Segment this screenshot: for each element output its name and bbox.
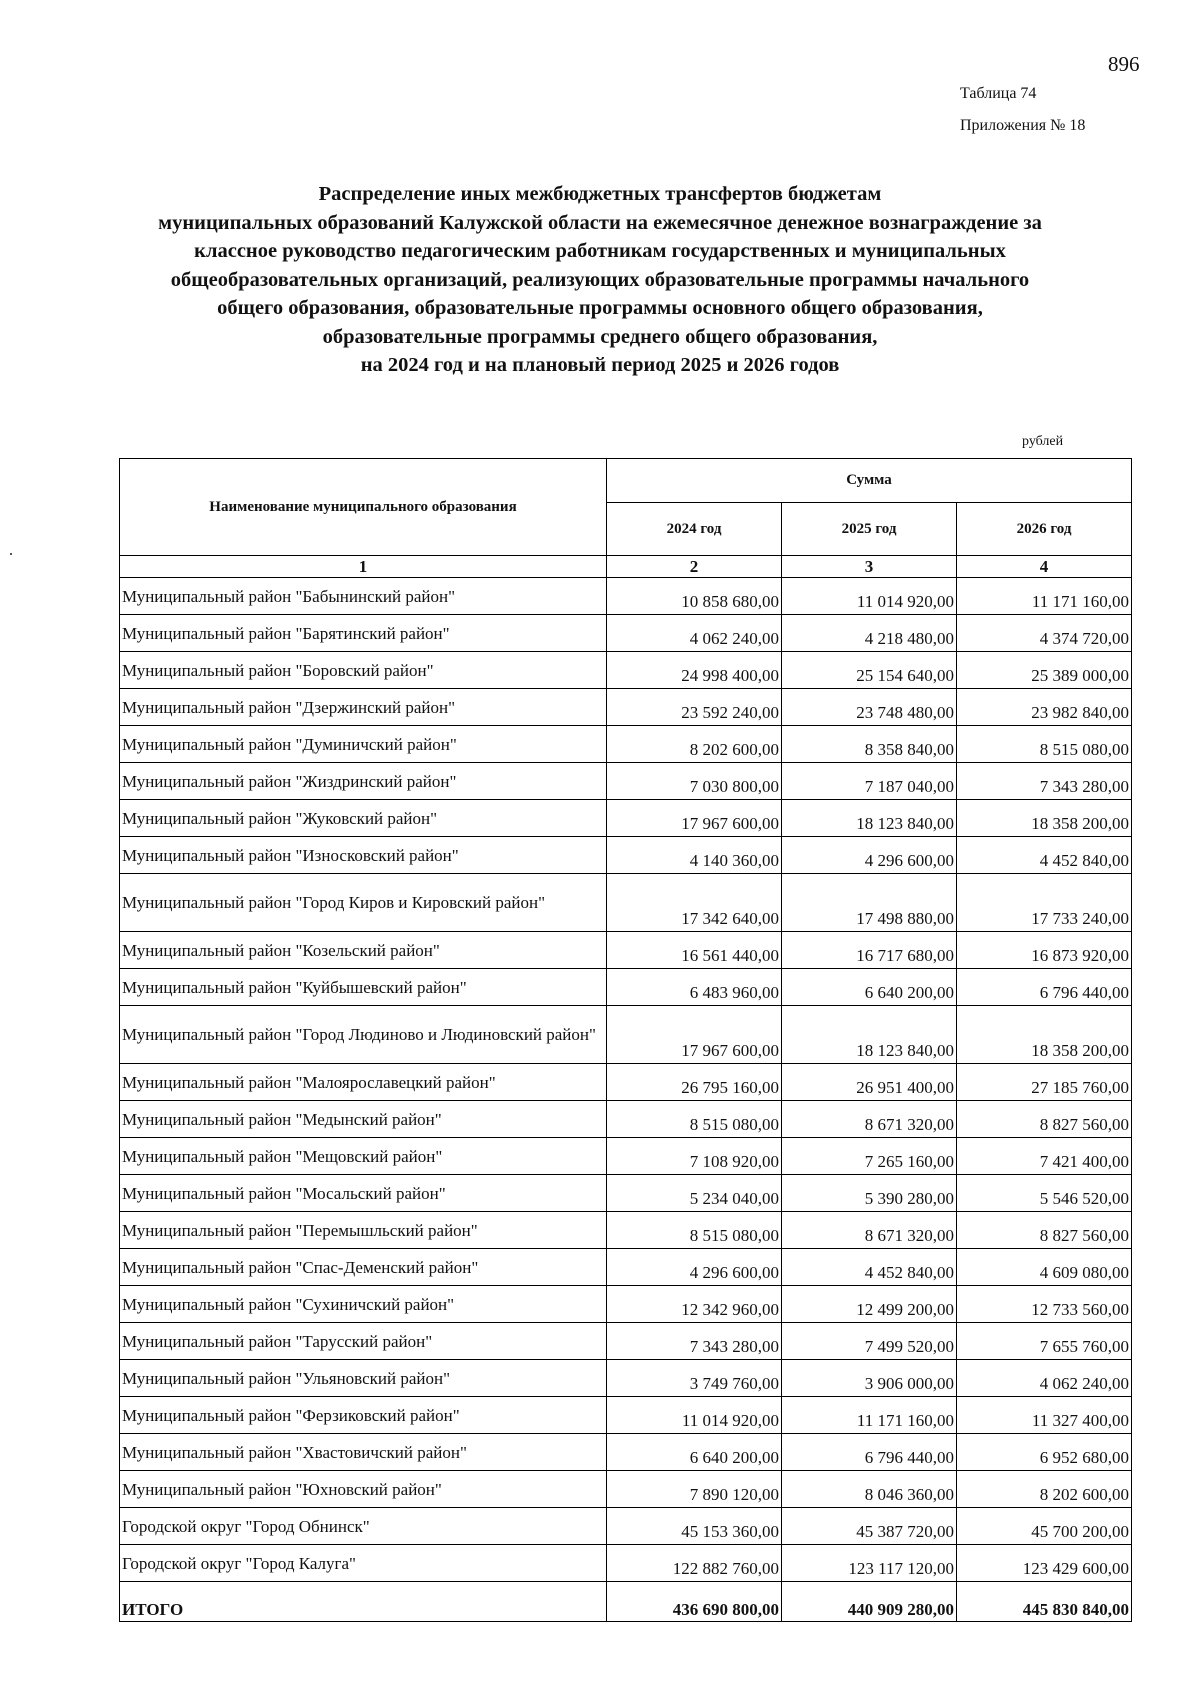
municipality-name: Муниципальный район "Хвастовичский район"	[120, 1434, 607, 1471]
amount-2026: 7 655 760,00	[957, 1323, 1132, 1360]
municipality-name: Муниципальный район "Юхновский район"	[120, 1471, 607, 1508]
column-index: 4	[957, 556, 1132, 578]
amount-2025: 7 265 160,00	[782, 1138, 957, 1175]
amount-2026: 11 327 400,00	[957, 1397, 1132, 1434]
amount-2026: 6 796 440,00	[957, 969, 1132, 1006]
amount-2025: 8 046 360,00	[782, 1471, 957, 1508]
header-year-2025: 2025 год	[782, 503, 957, 556]
header-row	[120, 459, 1132, 503]
amount-2026: 8 202 600,00	[957, 1471, 1132, 1508]
amount-2026: 25 389 000,00	[957, 652, 1132, 689]
table-row	[120, 1434, 1132, 1471]
column-index-row	[120, 556, 1132, 578]
municipality-name: Муниципальный район "Думиничский район"	[120, 726, 607, 763]
amount-2025: 17 498 880,00	[782, 874, 957, 932]
amount-2024: 7 108 920,00	[607, 1138, 782, 1175]
table-row	[120, 969, 1132, 1006]
municipality-name: Муниципальный район "Жуковский район"	[120, 800, 607, 837]
table-row	[120, 1360, 1132, 1397]
table-row	[120, 1006, 1132, 1064]
amount-2024: 5 234 040,00	[607, 1175, 782, 1212]
municipality-name: Муниципальный район "Спас-Деменский район"	[120, 1249, 607, 1286]
amount-2025: 123 117 120,00	[782, 1545, 957, 1582]
table-row	[120, 578, 1132, 615]
amount-2024: 17 342 640,00	[607, 874, 782, 932]
amount-2024: 10 858 680,00	[607, 578, 782, 615]
amount-2024: 7 890 120,00	[607, 1471, 782, 1508]
amount-2025: 6 640 200,00	[782, 969, 957, 1006]
municipality-name: Муниципальный район "Козельский район"	[120, 932, 607, 969]
table-label: Таблица 74	[960, 85, 1037, 102]
header-name: Наименование муниципального образования	[120, 459, 607, 556]
amount-2024: 7 343 280,00	[607, 1323, 782, 1360]
amount-2024: 8 515 080,00	[607, 1212, 782, 1249]
municipality-name: Муниципальный район "Куйбышевский район"	[120, 969, 607, 1006]
municipality-name: Городской округ "Город Обнинск"	[120, 1508, 607, 1545]
municipality-name: Муниципальный район "Мещовский район"	[120, 1138, 607, 1175]
header-sum: Сумма	[607, 459, 1132, 503]
amount-2026: 4 609 080,00	[957, 1249, 1132, 1286]
municipality-name: Муниципальный район "Город Людиново и Людиновский район"	[120, 1006, 607, 1064]
transfers-table	[119, 458, 1132, 1622]
amount-2025: 8 671 320,00	[782, 1212, 957, 1249]
amount-2024: 23 592 240,00	[607, 689, 782, 726]
amount-2024: 17 967 600,00	[607, 800, 782, 837]
amount-2025: 12 499 200,00	[782, 1286, 957, 1323]
municipality-name: Городской округ "Город Калуга"	[120, 1545, 607, 1582]
amount-2026: 4 374 720,00	[957, 615, 1132, 652]
amount-2024: 26 795 160,00	[607, 1064, 782, 1101]
column-index: 2	[607, 556, 782, 578]
municipality-name: Муниципальный район "Тарусский район"	[120, 1323, 607, 1360]
amount-2026: 123 429 600,00	[957, 1545, 1132, 1582]
amount-2026: 17 733 240,00	[957, 874, 1132, 932]
amount-2025: 7 499 520,00	[782, 1323, 957, 1360]
amount-2026: 5 546 520,00	[957, 1175, 1132, 1212]
municipality-name: Муниципальный район "Сухиничский район"	[120, 1286, 607, 1323]
amount-2025: 5 390 280,00	[782, 1175, 957, 1212]
table-row	[120, 1397, 1132, 1434]
title-line: Распределение иных межбюджетных трансфертов бюджетам	[318, 183, 882, 205]
column-index: 3	[782, 556, 957, 578]
table-row	[120, 615, 1132, 652]
total-row	[120, 1582, 1132, 1622]
amount-2024: 16 561 440,00	[607, 932, 782, 969]
amount-2026: 27 185 760,00	[957, 1064, 1132, 1101]
amount-2026: 4 062 240,00	[957, 1360, 1132, 1397]
amount-2025: 23 748 480,00	[782, 689, 957, 726]
table-row	[120, 874, 1132, 932]
table-row	[120, 1508, 1132, 1545]
municipality-name: Муниципальный район "Износковский район"	[120, 837, 607, 874]
title-line: на 2024 год и на плановый период 2025 и 2026 годов	[360, 354, 840, 376]
amount-2026: 18 358 200,00	[957, 800, 1132, 837]
amount-2024: 4 140 360,00	[607, 837, 782, 874]
municipality-name: Муниципальный район "Малоярославецкий район"	[120, 1064, 607, 1101]
amount-2025: 6 796 440,00	[782, 1434, 957, 1471]
amount-2025: 3 906 000,00	[782, 1360, 957, 1397]
amount-2025: 8 671 320,00	[782, 1101, 957, 1138]
table-row	[120, 1323, 1132, 1360]
amount-2025: 45 387 720,00	[782, 1508, 957, 1545]
municipality-name: Муниципальный район "Дзержинский район"	[120, 689, 607, 726]
units-label: рублей	[1022, 434, 1064, 449]
municipality-name: Муниципальный район "Ульяновский район"	[120, 1360, 607, 1397]
total-label: ИТОГО	[120, 1582, 607, 1622]
table-row	[120, 652, 1132, 689]
amount-2025: 4 218 480,00	[782, 615, 957, 652]
total-2025: 440 909 280,00	[782, 1582, 957, 1622]
title-line: классное руководство педагогическим работникам государственных и муниципальных	[194, 240, 1006, 262]
table-row	[120, 800, 1132, 837]
scan-artifact	[10, 553, 12, 555]
amount-2024: 8 202 600,00	[607, 726, 782, 763]
amount-2026: 7 343 280,00	[957, 763, 1132, 800]
amount-2026: 11 171 160,00	[957, 578, 1132, 615]
amount-2024: 4 296 600,00	[607, 1249, 782, 1286]
amount-2026: 8 827 560,00	[957, 1101, 1132, 1138]
amount-2026: 4 452 840,00	[957, 837, 1132, 874]
amount-2024: 4 062 240,00	[607, 615, 782, 652]
amount-2024: 7 030 800,00	[607, 763, 782, 800]
table-row	[120, 1212, 1132, 1249]
municipality-name: Муниципальный район "Медынский район"	[120, 1101, 607, 1138]
amount-2025: 16 717 680,00	[782, 932, 957, 969]
municipality-name: Муниципальный район "Город Киров и Кировский район"	[120, 874, 607, 932]
table-row	[120, 1064, 1132, 1101]
amount-2025: 11 014 920,00	[782, 578, 957, 615]
amount-2024: 45 153 360,00	[607, 1508, 782, 1545]
amount-2025: 18 123 840,00	[782, 800, 957, 837]
header-year-2026: 2026 год	[957, 503, 1132, 556]
amount-2024: 3 749 760,00	[607, 1360, 782, 1397]
municipality-name: Муниципальный район "Мосальский район"	[120, 1175, 607, 1212]
amount-2025: 4 452 840,00	[782, 1249, 957, 1286]
total-2024: 436 690 800,00	[607, 1582, 782, 1622]
amount-2024: 6 640 200,00	[607, 1434, 782, 1471]
amount-2026: 23 982 840,00	[957, 689, 1132, 726]
amount-2026: 16 873 920,00	[957, 932, 1132, 969]
municipality-name: Муниципальный район "Ферзиковский район"	[120, 1397, 607, 1434]
amount-2026: 6 952 680,00	[957, 1434, 1132, 1471]
amount-2024: 122 882 760,00	[607, 1545, 782, 1582]
amount-2025: 26 951 400,00	[782, 1064, 957, 1101]
column-index: 1	[120, 556, 607, 578]
table-row	[120, 689, 1132, 726]
amount-2024: 11 014 920,00	[607, 1397, 782, 1434]
amount-2026: 45 700 200,00	[957, 1508, 1132, 1545]
table-row	[120, 1545, 1132, 1582]
amount-2025: 8 358 840,00	[782, 726, 957, 763]
amount-2025: 11 171 160,00	[782, 1397, 957, 1434]
municipality-name: Муниципальный район "Перемышльский район"	[120, 1212, 607, 1249]
municipality-name: Муниципальный район "Жиздринский район"	[120, 763, 607, 800]
municipality-name: Муниципальный район "Боровский район"	[120, 652, 607, 689]
amount-2025: 4 296 600,00	[782, 837, 957, 874]
amount-2024: 6 483 960,00	[607, 969, 782, 1006]
amount-2026: 7 421 400,00	[957, 1138, 1132, 1175]
amount-2024: 12 342 960,00	[607, 1286, 782, 1323]
amount-2024: 8 515 080,00	[607, 1101, 782, 1138]
municipality-name: Муниципальный район "Бабынинский район"	[120, 578, 607, 615]
amount-2026: 12 733 560,00	[957, 1286, 1132, 1323]
amount-2026: 8 827 560,00	[957, 1212, 1132, 1249]
amount-2026: 18 358 200,00	[957, 1006, 1132, 1064]
table-row	[120, 1101, 1132, 1138]
title-line: муниципальных образований Калужской области на ежемесячное денежное вознаграждение за	[158, 211, 1042, 234]
header-year-2024: 2024 год	[607, 503, 782, 556]
table-row	[120, 837, 1132, 874]
table-row	[120, 1286, 1132, 1323]
table-row	[120, 932, 1132, 969]
title-line: общеобразовательных организаций, реализующих образовательные программы начального	[170, 268, 1030, 291]
table-row	[120, 1138, 1132, 1175]
table-row	[120, 1471, 1132, 1508]
table-row	[120, 763, 1132, 800]
amount-2025: 7 187 040,00	[782, 763, 957, 800]
amount-2024: 24 998 400,00	[607, 652, 782, 689]
amount-2025: 25 154 640,00	[782, 652, 957, 689]
amount-2024: 17 967 600,00	[607, 1006, 782, 1064]
document-title	[100, 180, 1100, 380]
table-row	[120, 726, 1132, 763]
table-row	[120, 1175, 1132, 1212]
title-line: общего образования, образовательные программы основного общего образования,	[217, 297, 983, 319]
amount-2026: 8 515 080,00	[957, 726, 1132, 763]
table-row	[120, 1249, 1132, 1286]
appendix-label: Приложения № 18	[960, 117, 1086, 134]
title-line: образовательные программы среднего общего образования,	[322, 325, 878, 348]
municipality-name: Муниципальный район "Барятинский район"	[120, 615, 607, 652]
amount-2025: 18 123 840,00	[782, 1006, 957, 1064]
page-number: 896	[1108, 52, 1140, 76]
total-2026: 445 830 840,00	[957, 1582, 1132, 1622]
